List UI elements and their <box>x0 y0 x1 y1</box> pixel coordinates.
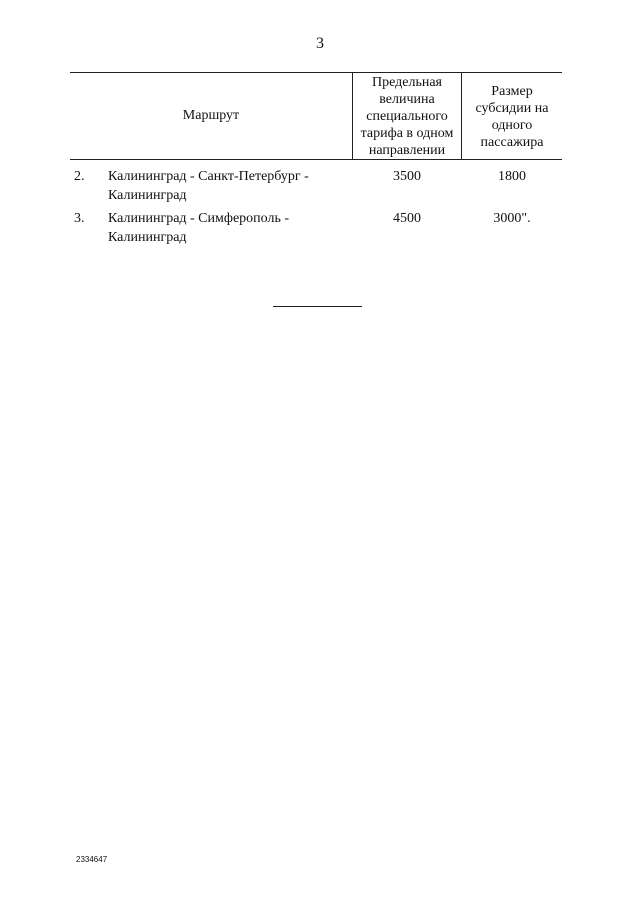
row-tariff: 3500 <box>393 169 421 184</box>
row-tariff: 4500 <box>393 211 421 226</box>
row-number: 2. <box>74 169 85 184</box>
header-subsidy: Размер субсидии на одного пассажира <box>475 84 549 150</box>
header-tariff: Предельная величина специального тарифа в одном направлении <box>360 75 454 158</box>
page-number: 3 <box>316 35 324 52</box>
end-separator-rule <box>273 306 362 307</box>
row-subsidy: 1800 <box>498 169 526 184</box>
table-top-rule <box>70 72 562 73</box>
header-route: Маршрут <box>182 108 240 123</box>
row-number: 3. <box>74 211 85 226</box>
document-id: 2334647 <box>76 855 108 864</box>
row-route: Калининград - Санкт-Петербург - Калининград <box>108 169 309 203</box>
row-route: Калининград - Симферополь - Калининград <box>108 211 290 245</box>
row-subsidy: 3000". <box>493 211 531 226</box>
table-header-rule <box>70 159 562 160</box>
